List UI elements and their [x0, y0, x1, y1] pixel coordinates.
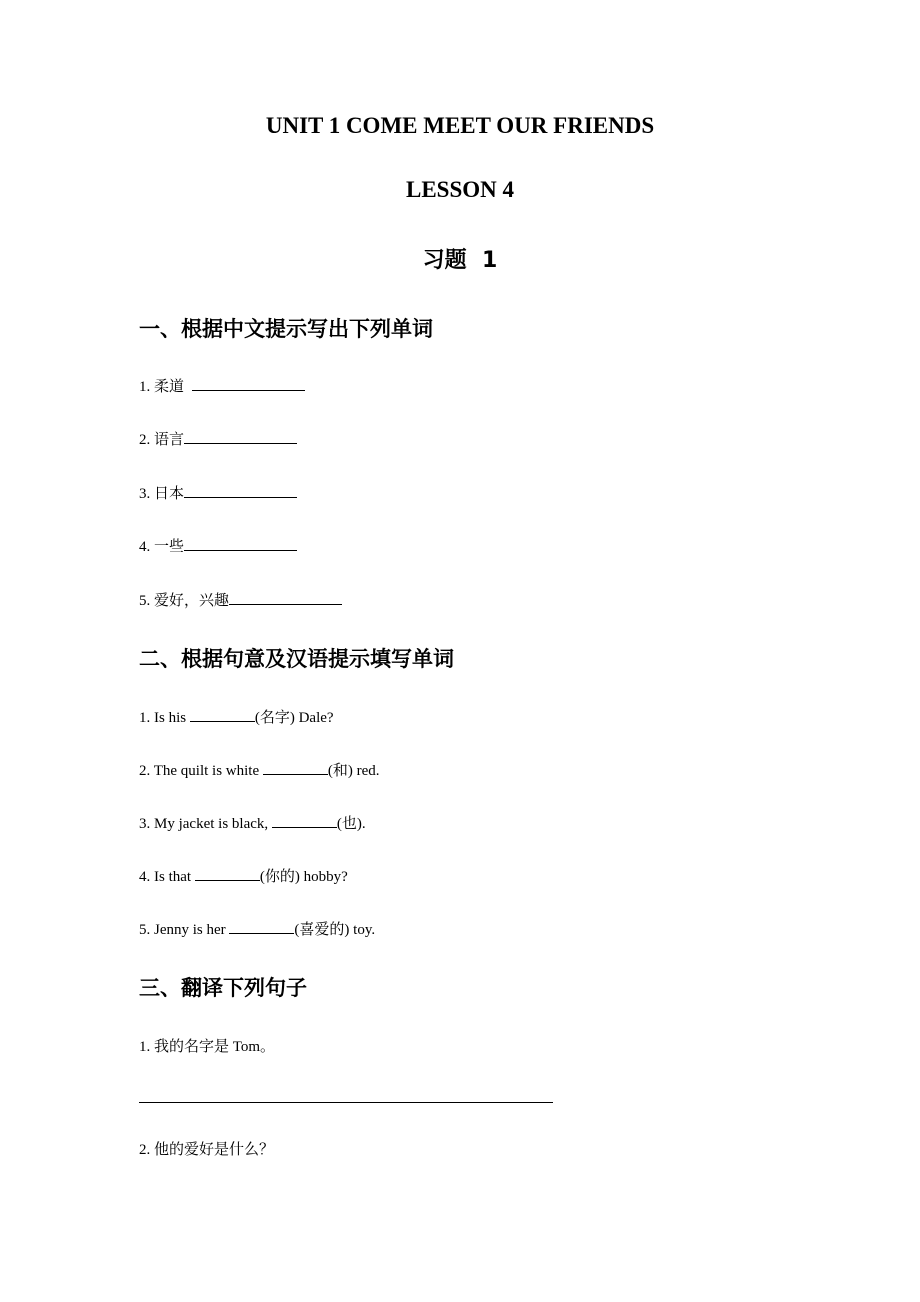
lesson-title: LESSON 4: [405, 177, 514, 202]
answer-blank[interactable]: [195, 867, 260, 881]
section1-item-2: [139, 428, 297, 449]
section2-item-1: [139, 706, 334, 727]
item-prompt: 他的爱好是什么？: [154, 1142, 275, 1158]
sentence-end: (和) red.: [327, 763, 380, 779]
translation-answer-line[interactable]: [139, 1102, 553, 1103]
section3-item-2: [139, 1138, 274, 1159]
answer-blank[interactable]: [190, 708, 255, 722]
answer-blank[interactable]: [263, 761, 328, 775]
section1-item-4: [139, 535, 297, 556]
sentence-start: 5. Jenny is her: [139, 922, 230, 938]
item-number: 2.: [139, 432, 151, 448]
exercise-title: 习题 1: [422, 248, 498, 273]
item-number: 3.: [139, 486, 151, 502]
item-number: 5.: [139, 593, 151, 609]
answer-blank[interactable]: [184, 430, 297, 444]
unit-title: UNIT 1 COME MEET OUR FRIENDS: [265, 113, 655, 138]
section2-item-5: [139, 918, 375, 939]
sentence-start: 2. The quilt is white: [139, 763, 263, 779]
item-prompt: 柔道: [154, 379, 185, 395]
section3-item-1: [139, 1035, 275, 1056]
item-number: 1.: [139, 1039, 151, 1055]
section1-heading: 一、根据中文提示写出下列单词: [139, 317, 433, 341]
item-prompt: 一些: [154, 539, 185, 555]
sentence-start: 1. Is his: [139, 710, 190, 726]
section2-item-2: [139, 759, 380, 780]
answer-blank[interactable]: [229, 591, 342, 605]
answer-blank[interactable]: [192, 377, 305, 391]
sentence-end: (你的) hobby?: [259, 869, 348, 885]
section2-item-4: [139, 865, 348, 886]
item-number: 1.: [139, 379, 151, 395]
sentence-end: (名字) Dale?: [254, 710, 334, 726]
section3-heading: 三、翻译下列句子: [139, 976, 307, 1000]
item-number: 2.: [139, 1142, 151, 1158]
item-prompt: 我的名字是 Tom。: [154, 1039, 276, 1055]
item-number: 4.: [139, 539, 151, 555]
answer-blank[interactable]: [229, 920, 294, 934]
section1-item-5: [139, 589, 342, 610]
section1-item-1: [139, 375, 305, 396]
item-prompt: 爱好，兴趣: [154, 593, 230, 609]
answer-blank[interactable]: [272, 814, 337, 828]
sentence-end: (喜爱的) toy.: [294, 922, 376, 938]
sentence-end: (也).: [336, 816, 366, 832]
section2-item-3: [139, 812, 366, 833]
section1-item-3: [139, 482, 297, 503]
sentence-start: 4. Is that: [139, 869, 195, 885]
item-prompt: 语言: [154, 432, 185, 448]
answer-blank[interactable]: [184, 537, 297, 551]
section2-heading: 二、根据句意及汉语提示填写单词: [139, 647, 454, 671]
answer-blank[interactable]: [184, 484, 297, 498]
item-prompt: 日本: [154, 486, 185, 502]
sentence-start: 3. My jacket is black,: [139, 816, 272, 832]
